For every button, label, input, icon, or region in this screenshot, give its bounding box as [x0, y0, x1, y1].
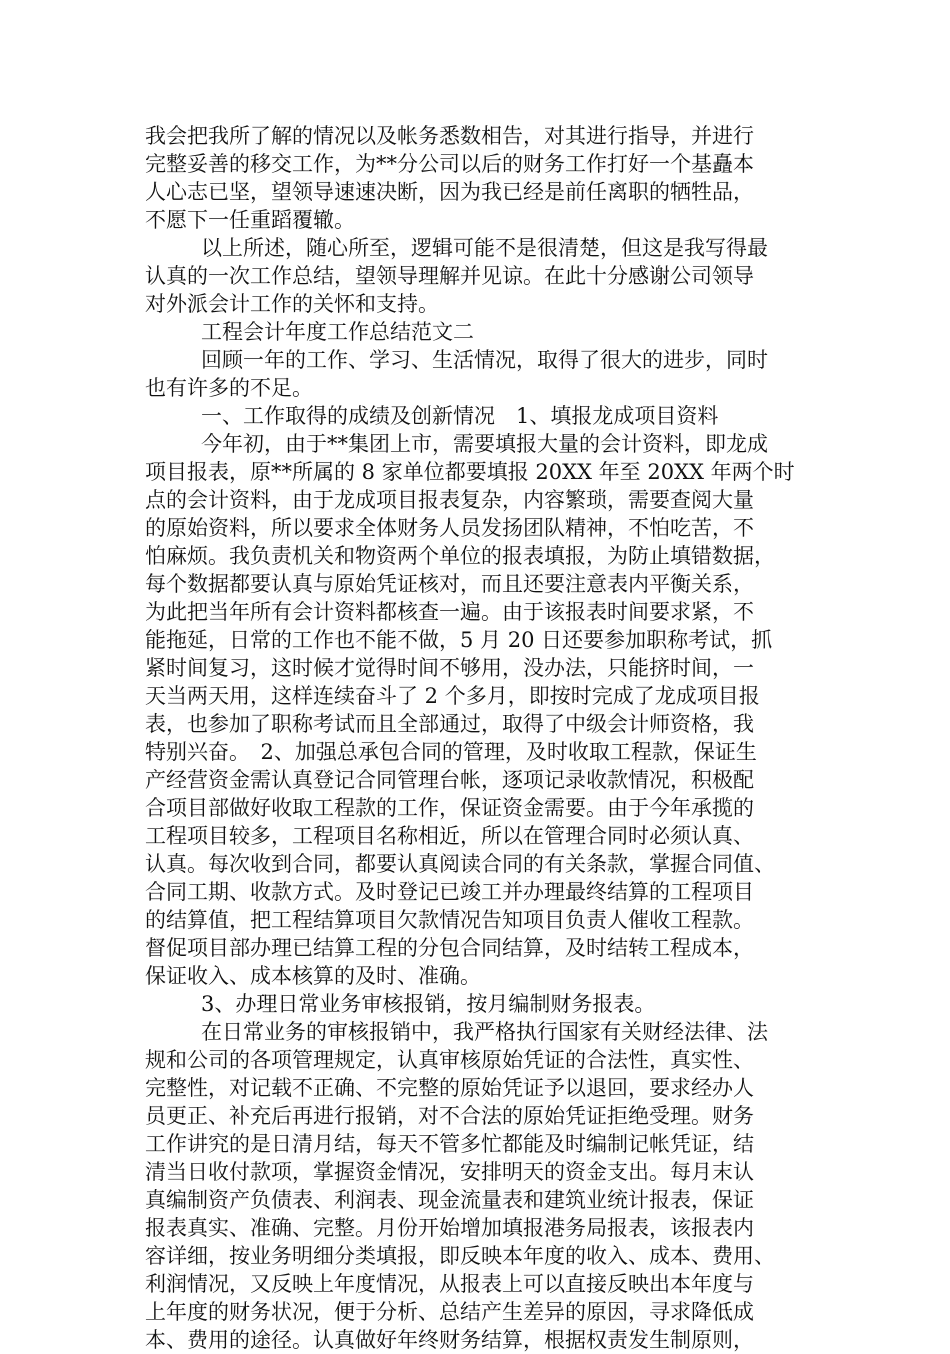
text-line: 的原始资料，所以要求全体财务人员发扬团队精神，不怕吃苦，不	[145, 516, 754, 540]
text-line: 合项目部做好收取工程款的工作，保证资金需要。由于今年承揽的	[145, 796, 754, 820]
text-line: 回顾一年的工作、学习、生活情况，取得了很大的进步，同时	[201, 348, 768, 372]
text-line: 也有许多的不足。	[145, 376, 313, 400]
text-line: 点的会计资料，由于龙成项目报表复杂，内容繁琐，需要查阅大量	[145, 488, 754, 512]
text-line: 报表真实、准确、完整。月份开始增加填报港务局报表，该报表内	[145, 1216, 754, 1240]
text-line: 能拖延，日常的工作也不能不做，5 月 20 日还要参加职称考试，抓	[145, 628, 773, 652]
text-line: 工程会计年度工作总结范文二	[201, 320, 474, 344]
text-line: 天当两天用，这样连续奋斗了 2 个多月，即按时完成了龙成项目报	[145, 684, 760, 708]
text-line: 利润情况，又反映上年度情况，从报表上可以直接反映出本年度与	[145, 1272, 754, 1296]
text-line: 的结算值，把工程结算项目欠款情况告知项目负责人催收工程款。	[145, 908, 754, 932]
text-line: 督促项目部办理已结算工程的分包合同结算，及时结转工程成本，	[145, 936, 754, 960]
text-line: 规和公司的各项管理规定，认真审核原始凭证的合法性，真实性、	[145, 1048, 754, 1072]
text-line: 上年度的财务状况，便于分析、总结产生差异的原因，寻求降低成	[145, 1300, 754, 1324]
text-line: 完整妥善的移交工作，为**分公司以后的财务工作打好一个基矗本	[145, 152, 754, 176]
text-line: 今年初，由于**集团上市，需要填报大量的会计资料，即龙成	[201, 432, 768, 456]
text-line: 我会把我所了解的情况以及帐务悉数相告，对其进行指导，并进行	[145, 124, 754, 148]
text-line: 工程项目较多，工程项目名称相近，所以在管理合同时必须认真、	[145, 824, 754, 848]
text-line: 保证收入、成本核算的及时、准确。	[145, 964, 481, 988]
text-line: 认真的一次工作总结，望领导理解并见谅。在此十分感谢公司领导	[145, 264, 754, 288]
text-line: 合同工期、收款方式。及时登记已竣工并办理最终结算的工程项目	[145, 880, 754, 904]
text-line: 完整性，对记载不正确、不完整的原始凭证予以退回，要求经办人	[145, 1076, 754, 1100]
text-line: 一、工作取得的成绩及创新情况 1、填报龙成项目资料	[201, 404, 719, 428]
text-line: 特别兴奋。 2、加强总承包合同的管理，及时收取工程款，保证生	[145, 740, 757, 764]
text-line: 项目报表，原**所属的 8 家单位都要填报 20XX 年至 20XX 年两个时	[145, 460, 795, 484]
text-line: 对外派会计工作的关怀和支持。	[145, 292, 439, 316]
text-line: 容详细，按业务明细分类填报，即反映本年度的收入、成本、费用、	[145, 1244, 775, 1268]
text-line: 怕麻烦。我负责机关和物资两个单位的报表填报，为防止填错数据，	[145, 544, 775, 568]
text-line: 为此把当年所有会计资料都核查一遍。由于该报表时间要求紧，不	[145, 600, 754, 624]
text-line: 在日常业务的审核报销中，我严格执行国家有关财经法律、法	[201, 1020, 768, 1044]
text-line: 不愿下一任重蹈覆辙。	[145, 208, 355, 232]
text-line: 工作讲究的是日清月结，每天不管多忙都能及时编制记帐凭证，结	[145, 1132, 754, 1156]
text-line: 产经营资金需认真登记合同管理台帐，逐项记录收款情况，积极配	[145, 768, 754, 792]
text-line: 以上所述，随心所至，逻辑可能不是很清楚，但这是我写得最	[201, 236, 768, 260]
text-line: 认真。每次收到合同，都要认真阅读合同的有关条款，掌握合同值、	[145, 852, 775, 876]
text-line: 员更正、补充后再进行报销，对不合法的原始凭证拒绝受理。财务	[145, 1104, 754, 1128]
text-line: 人心志已坚，望领导速速决断，因为我已经是前任离职的牺牲品，	[145, 180, 754, 204]
text-line: 3、办理日常业务审核报销，按月编制财务报表。	[201, 992, 656, 1016]
text-line: 紧时间复习，这时候才觉得时间不够用，没办法，只能挤时间，一	[145, 656, 754, 680]
document-body	[145, 122, 815, 1354]
text-line: 表，也参加了职称考试而且全部通过，取得了中级会计师资格，我	[145, 712, 754, 736]
text-line: 清当日收付款项，掌握资金情况，安排明天的资金支出。每月末认	[145, 1160, 754, 1184]
text-line: 本、费用的途径。认真做好年终财务结算，根据权责发生制原则，	[145, 1328, 754, 1352]
text-line: 真编制资产负债表、利润表、现金流量表和建筑业统计报表，保证	[145, 1188, 754, 1212]
text-line: 每个数据都要认真与原始凭证核对，而且还要注意表内平衡关系，	[145, 572, 754, 596]
